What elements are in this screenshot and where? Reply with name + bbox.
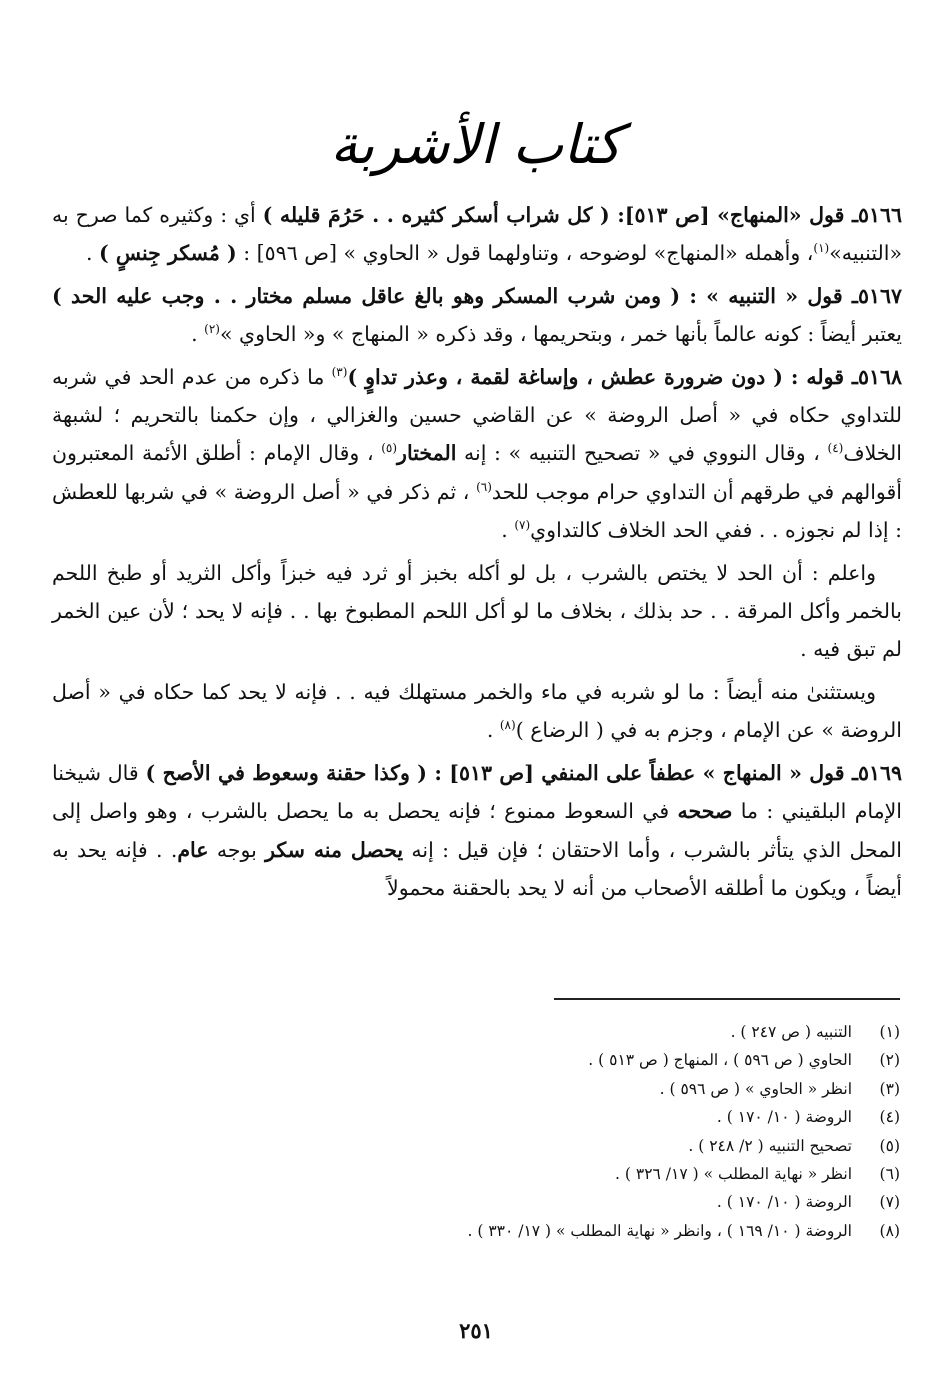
paragraph-5169 <box>52 754 902 908</box>
paragraph-know: واعلم : أن الحد لا يختص بالشرب ، بل لو أكله بخبز أو ثرد فيه خبزاً وأكل الثريد أو طبخ اللحم بالخمر وأكل المرقة . . حد بذلك ، بخلاف ما لو أكل اللحم المطبوخ بها . . فإنه لا يحد ؛ لأن عين الخمر لم تبق فيه . <box>52 560 902 662</box>
footnote-item <box>200 1160 900 1188</box>
text-segment: . <box>191 322 205 347</box>
footnote-ref: (٢) <box>204 322 220 337</box>
footnote-number: (٧) <box>879 1193 900 1212</box>
text-segment: ، وقال النووي في « تصحيح التنبيه » : إنه <box>456 441 828 466</box>
text-segment: بوجه <box>208 837 266 862</box>
footnote-item <box>200 1018 900 1046</box>
emphasis-text: المختار <box>397 441 457 466</box>
footnote-text: الروضة ( ١٠/ ١٦٩ ) ، وانظر « نهاية المطلب » ( ١٧/ ٣٣٠ ) . <box>467 1221 852 1240</box>
text-segment: . <box>501 518 515 543</box>
footnote-item <box>200 1075 900 1103</box>
footnote-item <box>200 1217 900 1245</box>
footnote-number: (٥) <box>879 1136 900 1155</box>
footnote-number: (١) <box>879 1023 900 1041</box>
footnote-item <box>200 1046 900 1074</box>
text-segment: ـ قوله : <box>782 364 858 389</box>
text-segment: ـ قول « المنهاج » عطفاً على المنفي [ص ٥١٣] : <box>426 760 858 785</box>
footnote-ref: (٣) <box>331 364 348 379</box>
footnote-ref: (٧) <box>514 518 531 533</box>
footnote-number: (٨) <box>879 1221 900 1240</box>
text-segment: قال شيخنا الإمام البلقيني : ما <box>52 760 903 824</box>
footnote-text: الروضة ( ١٠/ ١٧٠ ) . <box>716 1108 852 1127</box>
footnote-text: الحاوي ( ص ٥٩٦ ) ، المنهاج ( ص ٥١٣ ) . <box>588 1051 852 1070</box>
text-segment: ما ذكره من عدم الحد في شربه للتداوي حكاه في « أصل الروضة » عن القاضي حسين والغزالي ، وإن حكمنا بالتحريم ؛ لشبهة الخلاف <box>52 364 902 466</box>
paragraph-5167 <box>52 277 902 354</box>
text-segment: ، وقال الإمام : أطلق الأئمة المعتبرون أقوالهم في طرقهم أن التداوي حرام موجب للحد <box>52 441 902 504</box>
emphasis-text: صححه <box>677 799 733 824</box>
footnotes-list <box>200 1018 900 1245</box>
text-segment: ويستثنىٰ منه أيضاً : ما لو شربه في ماء والخمر مستهلك فيه . . فإنه لا يحد كما حكاه في « أصل الروضة » عن الإمام ، وجزم به في ( الرضاع ) <box>52 679 902 743</box>
footnote-text: انظر « نهاية المطلب » ( ١٧/ ٣٢٦ ) . <box>615 1165 852 1184</box>
text-segment: يعتبر أيضاً : كونه عالماً بأنها خمر ، وبتحريمها ، وقد ذكره « المنهاج » و« الحاوي » <box>219 322 902 347</box>
emphasis-text: يحصل منه سكر <box>265 837 404 862</box>
issue-number: ٥١٦٦ <box>857 203 903 227</box>
issue-number: ٥١٦٧ <box>857 283 902 308</box>
footnote-ref: (٦) <box>476 480 492 495</box>
paragraph-5166 <box>52 196 902 273</box>
footnote-number: (٦) <box>879 1165 900 1184</box>
quoted-text: ( دون ضرورة عطش ، وإساغة لقمة ، وعذر تداوٍ ) <box>347 364 783 389</box>
quoted-text: ( وكذا حقنة وسعوط في الأصح ) <box>145 760 427 785</box>
footnote-ref: (٤) <box>827 441 844 456</box>
text-segment: ، ثم ذكر في « أصل الروضة » في شربها للعطش : إذا لم نجوزه . . ففي الحد الخلاف كالتداوي <box>52 479 902 543</box>
page-number: ٢٥١ <box>459 1318 493 1343</box>
footnote-ref: (٥) <box>381 441 398 456</box>
quoted-text: ( مُسكر جِنسٍ ) <box>99 241 237 266</box>
footnote-text: الروضة ( ١٠/ ١٧٠ ) . <box>716 1193 852 1212</box>
text-segment: في السعوط ممنوع ؛ فإنه يحصل به ما يحصل بالشرب ، وهو واصل إلى المحل الذي يتأثر بالشرب ، وأما الاحتقان ؛ فإن قيل : إنه <box>52 799 903 862</box>
footnote-text: التنبيه ( ص ٢٤٧ ) . <box>730 1023 852 1041</box>
footnote-number: (٣) <box>879 1079 900 1098</box>
text-segment: . . فإنه يحد به أيضاً ، ويكون ما أطلقه الأصحاب من أنه لا يحد بالحقنة محمولاً <box>52 837 902 900</box>
chapter-title: كتاب الأشربة <box>330 113 622 176</box>
footnote-text: تصحيح التنبيه ( ٢/ ٢٤٨ ) . <box>688 1136 852 1155</box>
quoted-text: ( ومن شرب المسكر وهو بالغ عاقل مسلم مختار . . وجب عليه الحد ) <box>52 283 681 308</box>
footnote-number: (٤) <box>879 1108 900 1127</box>
issue-number: ٥١٦٨ <box>857 364 902 389</box>
footnote-item <box>200 1188 900 1216</box>
footnote-separator <box>554 998 900 1000</box>
quoted-text: ( كل شراب أسكر كثيره . . حَرُمَ قليله ) <box>262 203 610 227</box>
paragraph-exception <box>52 673 902 750</box>
paragraph-5168 <box>52 358 902 550</box>
issue-number: ٥١٦٩ <box>857 760 903 785</box>
text-segment: ـ قول «المنهاج» [ص ٥١٣]: <box>609 203 858 227</box>
main-text <box>52 196 902 911</box>
text-segment: . <box>85 241 100 266</box>
text-segment: ، وأهمله «المنهاج» لوضوحه ، وتناولهما قول « الحاوي » [ص ٥٩٦] : <box>236 241 814 266</box>
footnote-ref: (١) <box>813 241 830 256</box>
text-segment: أي : وكثيره كما صرح به «التنبيه» <box>52 203 902 266</box>
footnote-text: انظر « الحاوي » ( ص ٥٩٦ ) . <box>659 1079 852 1098</box>
text-segment: . <box>486 718 500 743</box>
emphasis-text: عام <box>177 837 209 862</box>
text-segment: ـ قول « التنبيه » : <box>680 283 858 308</box>
footnote-ref: (٨) <box>499 718 516 733</box>
footnote-item <box>200 1103 900 1131</box>
footnote-number: (٢) <box>879 1051 900 1070</box>
footnote-item <box>200 1132 900 1160</box>
